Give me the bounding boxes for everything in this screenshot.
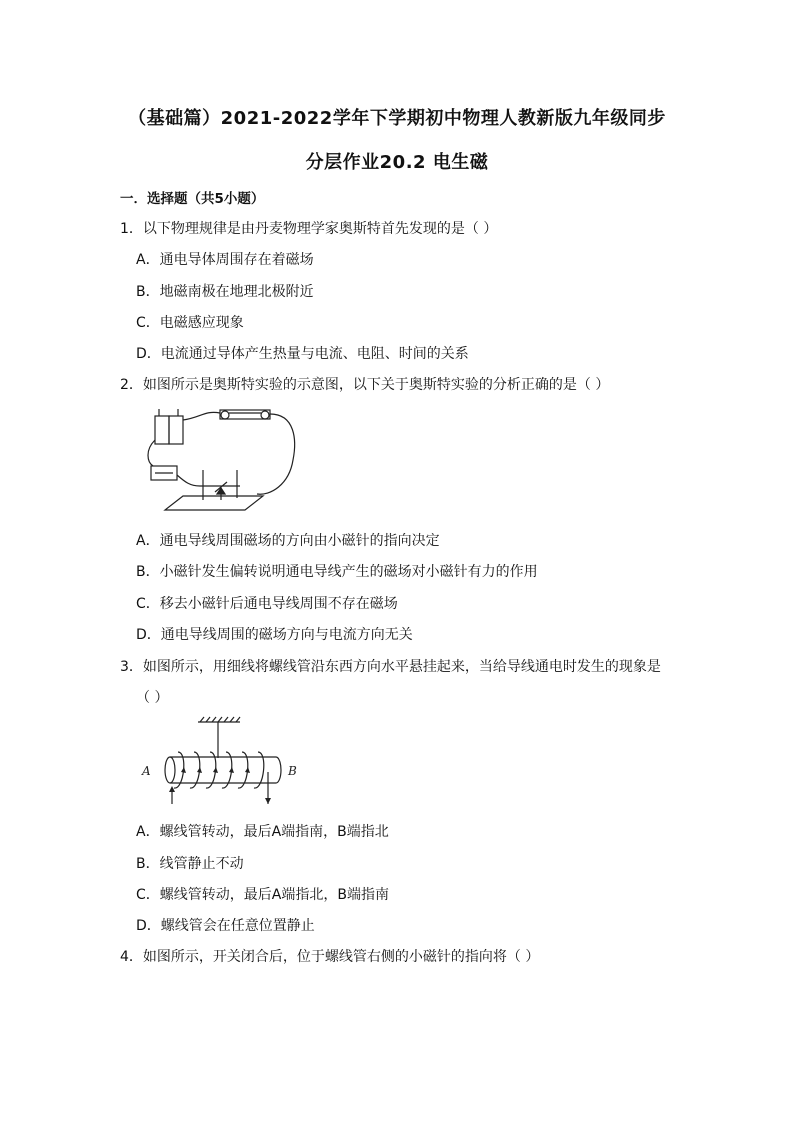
solenoid-end-label-b: B xyxy=(288,764,297,778)
document-title-line-2: 分层作业20.2 电生磁 xyxy=(305,152,489,173)
document-title-line-1: （基础篇）2021-2022学年下学期初中物理人教新版九年级同步 xyxy=(128,108,666,129)
question-2-option-d: D．通电导线周围的磁场方向与电流方向无关 xyxy=(136,627,413,643)
question-3-stem: 3．如图所示，用细线将螺线管沿东西方向水平悬挂起来，当给导线通电时发生的现象是 xyxy=(120,659,661,675)
question-3-option-c: C．螺线管转动，最后A端指北，B端指南 xyxy=(136,887,389,903)
question-2-option-c: C．移去小磁针后通电导线周围不存在磁场 xyxy=(136,596,398,612)
question-4-stem: 4．如图所示，开关闭合后，位于螺线管右侧的小磁针的指向将（ ） xyxy=(120,949,540,965)
question-1-option-b: B．地磁南极在地理北极附近 xyxy=(136,284,314,300)
question-3-option-a: A．螺线管转动，最后A端指南，B端指北 xyxy=(136,824,389,840)
question-1-stem: 1．以下物理规律是由丹麦物理学家奥斯特首先发现的是（ ） xyxy=(120,221,498,237)
section-heading: 一．选择题（共5小题） xyxy=(120,191,265,207)
question-3-option-d: D．螺线管会在任意位置静止 xyxy=(136,918,315,934)
question-1-option-a: A．通电导体周围存在着磁场 xyxy=(136,252,314,268)
question-1-option-d: D．电流通过导体产生热量与电流、电阻、时间的关系 xyxy=(136,346,469,362)
hanging-solenoid-figure xyxy=(142,712,310,804)
question-3-option-b: B．线管静止不动 xyxy=(136,856,244,872)
solenoid-end-label-a: A xyxy=(142,764,151,778)
question-1-option-c: C．电磁感应现象 xyxy=(136,315,244,331)
oersted-experiment-figure xyxy=(145,400,305,516)
question-2-option-b: B．小磁针发生偏转说明通电导线产生的磁场对小磁针有力的作用 xyxy=(136,564,538,580)
question-3-stem-continued: （ ） xyxy=(136,690,169,706)
question-2-stem: 2．如图所示是奥斯特实验的示意图，以下关于奥斯特实验的分析正确的是（ ） xyxy=(120,377,610,393)
question-2-option-a: A．通电导线周围磁场的方向由小磁针的指向决定 xyxy=(136,533,440,549)
